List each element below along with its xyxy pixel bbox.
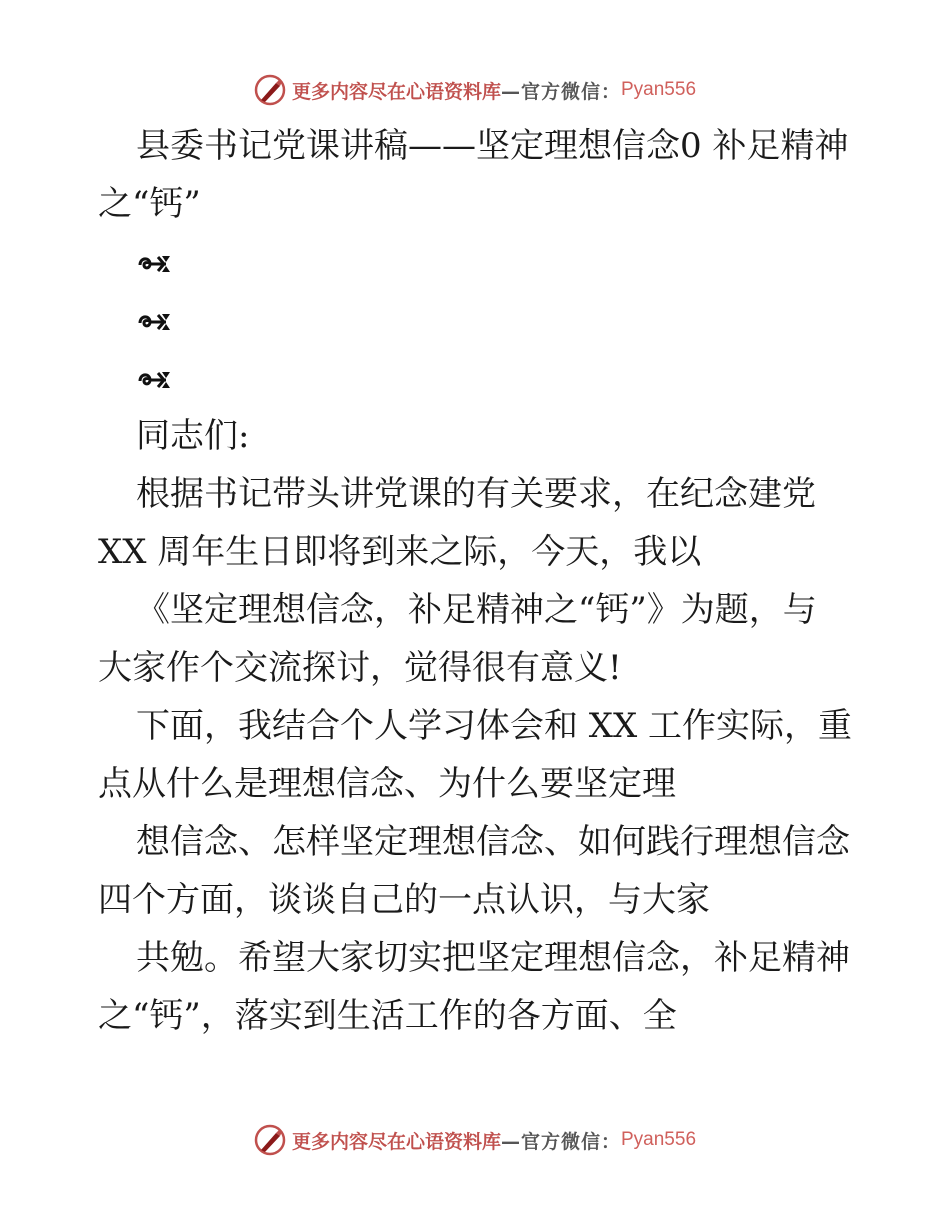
title-line-2: 之“钙”	[98, 184, 201, 224]
ornament-icon	[136, 367, 174, 393]
ornament-icon	[136, 251, 174, 277]
ornament-row-2	[98, 291, 858, 349]
ornament-row-3	[98, 349, 858, 407]
banner-brand-text: 更多内容尽在心语资料库	[291, 80, 501, 103]
pen-logo-icon	[254, 1124, 286, 1156]
banner-brand-text: 更多内容尽在心语资料库	[291, 1130, 501, 1153]
salutation: 同志们:	[136, 416, 250, 456]
paragraph-2-line-1: 下面，我结合个人学习体会和 XX 工作实际，重	[136, 706, 853, 746]
banner-wechat-id: Pyan556	[621, 1129, 697, 1150]
title-line-1: 县委书记党课讲稿——坚定理想信念0 补足精神	[136, 126, 849, 166]
paragraph-1-line-1: 根据书记带头讲党课的有关要求，在纪念建党	[136, 474, 816, 514]
paragraph-2-line-2: 点从什么是理想信念、为什么要坚定理	[98, 764, 676, 804]
footer-banner	[0, 1120, 950, 1160]
paragraph-1-line-2: XX 周年生日即将到来之际，今天，我以	[98, 532, 702, 572]
paragraph-1-line-4: 大家作个交流探讨，觉得很有意义!	[98, 648, 622, 688]
banner-wechat-label: —官方微信：	[500, 80, 621, 103]
paragraph-2-line-3: 想信念、怎样坚定理想信念、如何践行理想信念	[136, 822, 850, 862]
paragraph-2-line-5: 共勉。希望大家切实把坚定理想信念，补足精神	[136, 938, 850, 978]
document-body	[98, 117, 858, 1045]
banner-wechat-id: Pyan556	[621, 79, 697, 100]
paragraph-2-line-4: 四个方面，谈谈自己的一点认识，与大家	[98, 880, 710, 920]
ornament-icon	[136, 309, 174, 335]
paragraph-1-line-3: 《坚定理想信念，补足精神之“钙”》为题，与	[136, 590, 817, 630]
ornament-row-1	[98, 233, 858, 291]
banner-wechat-label: —官方微信：	[500, 1130, 621, 1153]
pen-logo-icon	[254, 74, 286, 106]
header-banner	[0, 70, 950, 110]
paragraph-2-line-6: 之“钙”，落实到生活工作的各方面、全	[98, 996, 677, 1036]
